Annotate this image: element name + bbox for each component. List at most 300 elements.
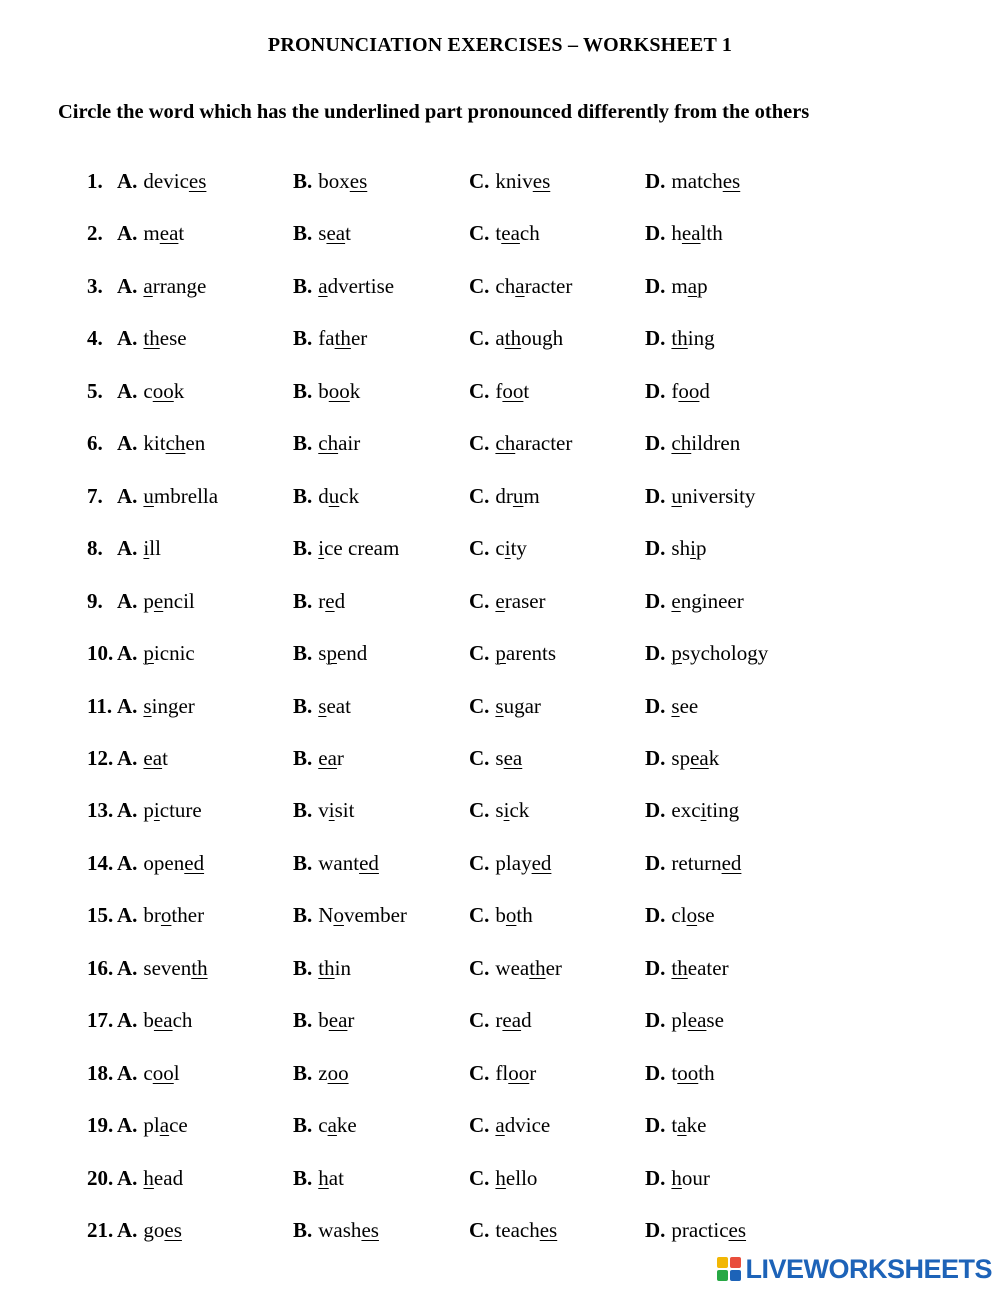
option-letter: C.: [469, 431, 490, 456]
option-letter: C.: [469, 378, 490, 403]
word-suffix: r: [347, 1008, 355, 1033]
word-prefix: N: [318, 903, 334, 928]
option-letter: A.: [117, 326, 138, 351]
answer-option[interactable]: [469, 533, 527, 563]
answer-option[interactable]: [469, 743, 522, 773]
word-suffix: ese: [159, 326, 187, 351]
answer-option[interactable]: [645, 743, 719, 773]
option-letter: B.: [293, 378, 313, 403]
option-letter: A.: [117, 798, 138, 823]
option-letter: D.: [645, 693, 666, 718]
option-letter: B.: [293, 1113, 313, 1138]
word-suffix: ngineer: [680, 588, 744, 613]
option-letter: D.: [645, 169, 666, 193]
question-number: 6.: [87, 431, 103, 456]
underlined-part: ea: [318, 745, 337, 770]
answer-option[interactable]: [117, 900, 204, 930]
answer-option[interactable]: [645, 376, 710, 406]
answer-option[interactable]: [469, 1005, 532, 1035]
answer-option[interactable]: [645, 638, 768, 668]
underlined-part: oo: [327, 1060, 349, 1085]
answer-option[interactable]: [117, 691, 195, 721]
answer-option[interactable]: [645, 900, 715, 930]
underlined-part: a: [159, 1113, 170, 1138]
option-letter: B.: [293, 483, 313, 508]
underlined-part: es: [539, 1218, 558, 1242]
underlined-part: a: [687, 273, 698, 298]
option-letter: D.: [645, 431, 666, 456]
word-suffix: inger: [151, 693, 195, 718]
underlined-part: oo: [152, 1060, 174, 1085]
answer-option[interactable]: [645, 586, 744, 616]
logo-mark-icon: [717, 1257, 741, 1281]
question-number: 3.: [87, 273, 103, 298]
underlined-part: a: [327, 1113, 337, 1138]
word-suffix: ch: [519, 221, 540, 246]
option-letter: C.: [469, 326, 490, 351]
word-suffix: icnic: [153, 641, 195, 666]
answer-option[interactable]: [469, 900, 533, 930]
answer-option[interactable]: [645, 1110, 706, 1140]
option-letter: B.: [293, 798, 313, 823]
word-suffix: k: [349, 378, 361, 403]
word-suffix: t: [345, 221, 351, 246]
underlined-part: p: [671, 641, 682, 666]
answer-option[interactable]: [117, 533, 161, 563]
answer-option[interactable]: [293, 218, 351, 248]
question-row: [0, 218, 1000, 248]
answer-option[interactable]: [117, 1163, 183, 1193]
word-prefix: b: [318, 378, 329, 403]
answer-option[interactable]: [293, 533, 399, 563]
option-letter: D.: [645, 483, 666, 508]
underlined-part: u: [143, 483, 154, 508]
worksheet-title: PRONUNCIATION EXERCISES – WORKSHEET 1: [267, 34, 733, 56]
option-letter: A.: [117, 483, 138, 508]
word-suffix: t: [162, 745, 168, 770]
word-prefix: wash: [318, 1218, 362, 1242]
word-suffix: p: [695, 536, 707, 561]
word-suffix: m: [523, 483, 540, 508]
option-letter: A.: [117, 1165, 138, 1190]
answer-option[interactable]: [469, 1215, 557, 1245]
word-suffix: dvice: [504, 1113, 551, 1138]
question-number: 12.: [87, 745, 114, 770]
option-letter: C.: [469, 1165, 490, 1190]
option-letter: C.: [469, 745, 490, 770]
answer-option[interactable]: [293, 953, 351, 983]
answer-option[interactable]: [117, 323, 187, 353]
word-suffix: lth: [700, 221, 723, 246]
answer-option[interactable]: [469, 271, 572, 301]
word-suffix: p: [697, 273, 708, 298]
word-suffix: k: [173, 378, 185, 403]
answer-option[interactable]: [117, 1215, 182, 1245]
question-row: [0, 428, 1000, 458]
underlined-part: ch: [165, 431, 186, 456]
underlined-part: p: [143, 641, 154, 666]
underlined-part: o: [333, 903, 344, 928]
underlined-part: th: [191, 955, 208, 980]
answer-option[interactable]: [469, 1163, 537, 1193]
word-suffix: ke: [686, 1113, 707, 1138]
word-suffix: ty: [510, 536, 527, 561]
word-prefix: go: [143, 1218, 165, 1242]
underlined-part: ea: [687, 1008, 707, 1033]
underlined-part: ed: [721, 850, 742, 875]
logo-text: LIVEWORKSHEETS: [745, 1253, 992, 1284]
word-prefix: pl: [143, 1113, 160, 1138]
option-letter: D.: [645, 955, 666, 980]
underlined-part: ea: [143, 745, 163, 770]
word-prefix: br: [143, 903, 161, 928]
answer-option[interactable]: [469, 323, 563, 353]
underlined-part: a: [515, 273, 525, 298]
option-letter: B.: [293, 431, 313, 456]
word-suffix: ead: [153, 1165, 184, 1190]
option-letter: C.: [469, 169, 490, 193]
question-number: 2.: [87, 221, 103, 246]
question-number: 17.: [87, 1008, 114, 1033]
answer-option[interactable]: [469, 218, 540, 248]
underlined-part: oo: [502, 378, 524, 403]
word-suffix: dvertise: [327, 273, 395, 298]
word-suffix: our: [681, 1165, 710, 1190]
option-letter: C.: [469, 1218, 490, 1242]
underlined-part: oo: [152, 378, 174, 403]
answer-option[interactable]: [117, 271, 206, 301]
underlined-part: s: [143, 693, 152, 718]
underlined-part: ea: [502, 1008, 522, 1033]
underlined-part: u: [328, 483, 340, 508]
answer-option[interactable]: [293, 586, 345, 616]
answer-option[interactable]: [469, 166, 550, 196]
word-suffix: at: [328, 1165, 344, 1190]
option-letter: B.: [293, 588, 313, 613]
word-prefix: r: [495, 1008, 503, 1033]
underlined-part: es: [722, 169, 741, 193]
question-row: [0, 900, 1000, 930]
option-letter: C.: [469, 641, 490, 666]
answer-option[interactable]: [117, 166, 206, 196]
question-number: 14.: [87, 850, 114, 875]
answer-option[interactable]: [645, 428, 740, 458]
underlined-part: ea: [690, 745, 709, 770]
answer-option[interactable]: [117, 743, 168, 773]
answer-option[interactable]: [293, 323, 367, 353]
underlined-part: a: [143, 273, 153, 298]
word-prefix: p: [143, 588, 154, 613]
word-suffix: se: [706, 1008, 724, 1033]
question-number: 13.: [87, 798, 114, 823]
underlined-part: p: [495, 641, 506, 666]
answer-option[interactable]: [293, 1163, 344, 1193]
answer-option[interactable]: [117, 953, 208, 983]
word-suffix: se: [697, 903, 715, 928]
question-row: [0, 848, 1000, 878]
answer-option[interactable]: [117, 1058, 180, 1088]
word-prefix: cl: [671, 903, 687, 928]
option-letter: A.: [117, 745, 138, 770]
logo-square-icon: [717, 1257, 728, 1268]
answer-option[interactable]: [293, 743, 344, 773]
word-suffix: r: [529, 1060, 537, 1085]
answer-option[interactable]: [293, 481, 359, 511]
underlined-part: i: [504, 536, 511, 561]
answer-option[interactable]: [469, 953, 562, 983]
word-prefix: box: [318, 169, 350, 193]
word-prefix: dr: [495, 483, 513, 508]
answer-option[interactable]: [469, 586, 546, 616]
underlined-part: i: [153, 798, 160, 823]
word-suffix: ting: [706, 798, 740, 823]
answer-option[interactable]: [645, 481, 755, 511]
word-prefix: b: [143, 1008, 154, 1033]
question-row: [0, 691, 1000, 721]
underlined-part: e: [153, 588, 164, 613]
word-suffix: ck: [339, 483, 360, 508]
underlined-part: i: [690, 536, 696, 561]
word-suffix: l: [173, 1060, 180, 1085]
answer-option[interactable]: [293, 1005, 354, 1035]
answer-option[interactable]: [469, 795, 529, 825]
answer-option[interactable]: [117, 638, 195, 668]
word-prefix: open: [143, 850, 185, 875]
option-letter: C.: [469, 798, 490, 823]
underlined-part: es: [349, 169, 368, 193]
answer-option[interactable]: [645, 166, 740, 196]
option-letter: C.: [469, 273, 490, 298]
option-letter: B.: [293, 1165, 313, 1190]
word-suffix: rrange: [152, 273, 207, 298]
word-suffix: eat: [326, 693, 351, 718]
option-letter: D.: [645, 1113, 666, 1138]
answer-option[interactable]: [293, 795, 354, 825]
option-letter: A.: [117, 850, 138, 875]
word-suffix: aracter: [515, 431, 573, 456]
underlined-part: th: [671, 955, 688, 980]
word-prefix: s: [495, 798, 504, 823]
logo-square-icon: [730, 1257, 741, 1268]
answer-option[interactable]: [469, 691, 541, 721]
question-row: [0, 638, 1000, 668]
underlined-part: e: [671, 588, 681, 613]
question-number: 8.: [87, 536, 103, 561]
word-suffix: ck: [509, 798, 530, 823]
question-row: [0, 1110, 1000, 1140]
answer-option[interactable]: [645, 1058, 715, 1088]
word-suffix: d: [334, 588, 346, 613]
word-prefix: fl: [495, 1060, 509, 1085]
question-row: [0, 953, 1000, 983]
answer-option[interactable]: [293, 1215, 379, 1245]
word-suffix: ncil: [163, 588, 195, 613]
answer-option[interactable]: [117, 848, 204, 878]
answer-option[interactable]: [645, 218, 723, 248]
answer-option[interactable]: [293, 166, 367, 196]
word-suffix: r: [336, 745, 344, 770]
answer-option[interactable]: [117, 218, 184, 248]
option-letter: B.: [293, 745, 313, 770]
answer-option[interactable]: [293, 691, 351, 721]
word-suffix: in: [334, 955, 351, 980]
word-prefix: p: [143, 798, 154, 823]
option-letter: A.: [117, 1008, 138, 1033]
option-letter: D.: [645, 378, 666, 403]
underlined-part: ea: [501, 221, 520, 246]
word-suffix: ee: [679, 693, 699, 718]
underlined-part: ch: [671, 431, 692, 456]
underlined-part: u: [671, 483, 682, 508]
answer-option[interactable]: [469, 1058, 536, 1088]
underlined-part: e: [325, 588, 335, 613]
option-letter: B.: [293, 536, 313, 561]
underlined-part: o: [686, 903, 698, 928]
answer-option[interactable]: [645, 795, 739, 825]
answer-option[interactable]: [293, 376, 360, 406]
word-prefix: s: [318, 221, 327, 246]
answer-option[interactable]: [293, 848, 379, 878]
answer-option[interactable]: [645, 691, 698, 721]
option-letter: C.: [469, 903, 490, 928]
underlined-part: e: [495, 588, 505, 613]
answer-option[interactable]: [293, 638, 367, 668]
answer-option[interactable]: [293, 428, 360, 458]
word-prefix: r: [318, 588, 326, 613]
option-letter: A.: [117, 1218, 138, 1242]
underlined-part: p: [326, 641, 337, 666]
word-suffix: ch: [172, 1008, 193, 1033]
word-prefix: c: [318, 1113, 328, 1138]
option-letter: D.: [645, 903, 666, 928]
answer-option[interactable]: [293, 271, 394, 301]
answer-option[interactable]: [469, 428, 572, 458]
word-prefix: t: [671, 1113, 678, 1138]
question-row: [0, 376, 1000, 406]
word-prefix: m: [671, 273, 688, 298]
answer-option[interactable]: [293, 1058, 349, 1088]
option-letter: C.: [469, 483, 490, 508]
word-suffix: cture: [159, 798, 202, 823]
word-prefix: b: [318, 1008, 329, 1033]
answer-option[interactable]: [293, 900, 407, 930]
option-letter: A.: [117, 221, 138, 246]
underlined-part: es: [532, 169, 551, 193]
answer-option[interactable]: [645, 1163, 710, 1193]
option-letter: D.: [645, 745, 666, 770]
underlined-part: th: [529, 955, 546, 980]
option-letter: D.: [645, 798, 666, 823]
underlined-part: ed: [359, 850, 379, 875]
word-suffix: racter: [524, 273, 573, 298]
underlined-part: es: [361, 1218, 379, 1242]
underlined-part: th: [504, 326, 522, 351]
option-letter: D.: [645, 1060, 666, 1085]
word-suffix: er: [545, 955, 562, 980]
option-letter: B.: [293, 903, 313, 928]
logo-square-icon: [717, 1270, 728, 1281]
question-number: 1.: [87, 169, 103, 193]
word-suffix: t: [178, 221, 185, 246]
word-suffix: sychology: [681, 641, 769, 666]
answer-option[interactable]: [645, 323, 715, 353]
answer-option[interactable]: [469, 376, 529, 406]
word-suffix: th: [516, 903, 533, 928]
question-number: 5.: [87, 378, 103, 403]
option-letter: B.: [293, 1008, 313, 1033]
answer-option[interactable]: [469, 481, 540, 511]
word-prefix: ch: [495, 273, 516, 298]
question-row: [0, 1163, 1000, 1193]
answer-option[interactable]: [117, 481, 218, 511]
answer-option[interactable]: [645, 533, 706, 563]
underlined-part: oo: [328, 378, 350, 403]
option-letter: A.: [117, 1060, 138, 1085]
answer-option[interactable]: [117, 428, 205, 458]
answer-option[interactable]: [645, 953, 729, 983]
word-prefix: v: [318, 798, 329, 823]
option-letter: C.: [469, 588, 490, 613]
question-row: [0, 586, 1000, 616]
underlined-part: oo: [508, 1060, 530, 1085]
underlined-part: oo: [678, 378, 700, 403]
answer-option[interactable]: [645, 1215, 746, 1245]
question-row: [0, 481, 1000, 511]
word-suffix: d: [521, 1008, 532, 1033]
answer-option[interactable]: [469, 848, 551, 878]
answer-option[interactable]: [645, 1005, 724, 1035]
option-letter: A.: [117, 588, 138, 613]
option-letter: C.: [469, 955, 490, 980]
question-row: [0, 533, 1000, 563]
word-prefix: c: [495, 536, 505, 561]
word-suffix: eater: [687, 955, 729, 980]
underlined-part: th: [318, 955, 335, 980]
answer-option[interactable]: [645, 271, 708, 301]
word-suffix: ough: [521, 326, 564, 351]
answer-option[interactable]: [117, 376, 184, 406]
answer-option[interactable]: [117, 1110, 188, 1140]
answer-option[interactable]: [469, 1110, 550, 1140]
word-suffix: ce: [169, 1113, 188, 1138]
answer-option[interactable]: [117, 1005, 192, 1035]
word-suffix: en: [185, 431, 206, 456]
option-letter: B.: [293, 641, 313, 666]
underlined-part: u: [512, 483, 524, 508]
word-suffix: ll: [149, 536, 161, 561]
underlined-part: ea: [503, 745, 523, 770]
word-suffix: ildren: [691, 431, 741, 456]
word-prefix: return: [671, 850, 722, 875]
question-row: [0, 166, 1000, 196]
option-letter: D.: [645, 850, 666, 875]
word-suffix: sit: [334, 798, 355, 823]
answer-option[interactable]: [645, 848, 741, 878]
option-letter: A.: [117, 955, 138, 980]
word-suffix: er: [350, 326, 368, 351]
answer-option[interactable]: [117, 586, 195, 616]
answer-option[interactable]: [293, 1110, 357, 1140]
answer-option[interactable]: [469, 638, 556, 668]
word-prefix: f: [495, 378, 503, 403]
answer-option[interactable]: [117, 795, 202, 825]
word-prefix: exc: [671, 798, 701, 823]
word-suffix: ugar: [503, 693, 541, 718]
underlined-part: h: [671, 1165, 682, 1190]
option-letter: B.: [293, 169, 313, 193]
option-letter: D.: [645, 221, 666, 246]
word-suffix: ke: [336, 1113, 357, 1138]
